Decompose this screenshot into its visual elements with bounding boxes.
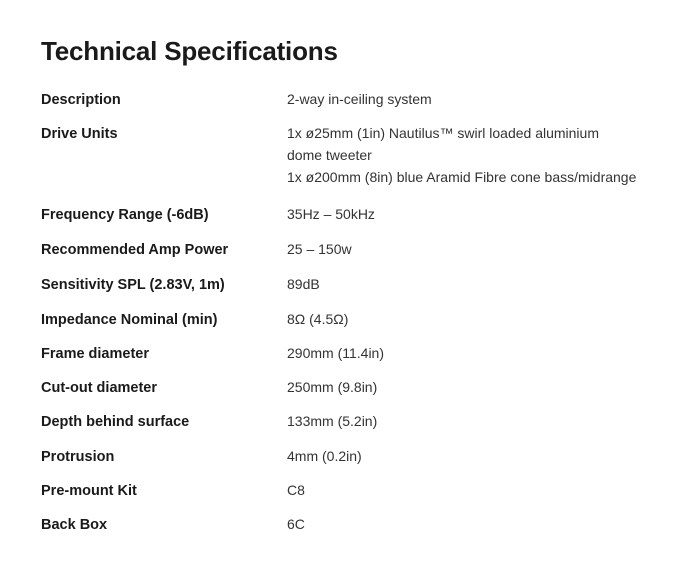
spec-value-line: C8 bbox=[287, 482, 305, 498]
spec-value-line: 25 – 150w bbox=[287, 241, 352, 257]
spec-label: Frequency Range (-6dB) bbox=[41, 207, 209, 223]
spec-value bbox=[287, 308, 348, 330]
spec-label: Pre-mount Kit bbox=[41, 483, 137, 499]
spec-label: Sensitivity SPL (2.83V, 1m) bbox=[41, 277, 225, 293]
spec-value bbox=[287, 479, 305, 501]
spec-value bbox=[287, 513, 305, 535]
spec-label: Recommended Amp Power bbox=[41, 242, 229, 258]
spec-value bbox=[287, 410, 377, 432]
spec-label: Back Box bbox=[41, 517, 108, 533]
spec-value-line: 290mm (11.4in) bbox=[287, 345, 385, 361]
spec-label: Depth behind surface bbox=[41, 414, 190, 430]
spec-value bbox=[287, 203, 375, 225]
spec-value bbox=[287, 88, 432, 110]
spec-value-line: 8Ω (4.5Ω) bbox=[287, 311, 349, 327]
spec-value bbox=[287, 342, 384, 364]
spec-value-line: 2-way in-ceiling system bbox=[287, 91, 432, 107]
spec-value-line: 250mm (9.8in) bbox=[287, 379, 378, 395]
spec-value bbox=[287, 122, 636, 188]
spec-label: Cut-out diameter bbox=[41, 380, 157, 396]
spec-value-line: 1x ø200mm (8in) blue Aramid Fibre cone bass/midrange bbox=[287, 169, 637, 185]
spec-label: Description bbox=[41, 92, 121, 108]
page-title: Technical Specifications bbox=[41, 36, 338, 66]
spec-value-line: 4mm (0.2in) bbox=[287, 448, 362, 464]
spec-label: Impedance Nominal (min) bbox=[41, 312, 218, 328]
spec-value-line: 35Hz – 50kHz bbox=[287, 206, 375, 222]
spec-label: Protrusion bbox=[41, 449, 115, 465]
spec-value bbox=[287, 376, 377, 398]
spec-value-line: 133mm (5.2in) bbox=[287, 413, 378, 429]
spec-value-line: 89dB bbox=[287, 276, 320, 292]
spec-value bbox=[287, 238, 352, 260]
spec-value-line: dome tweeter bbox=[287, 147, 372, 163]
spec-value bbox=[287, 273, 320, 295]
spec-label: Frame diameter bbox=[41, 346, 149, 362]
spec-value-line: 6C bbox=[287, 516, 305, 532]
spec-value-line: 1x ø25mm (1in) Nautilus™ swirl loaded aluminium bbox=[287, 125, 599, 141]
spec-label: Drive Units bbox=[41, 126, 118, 142]
spec-value bbox=[287, 445, 362, 467]
